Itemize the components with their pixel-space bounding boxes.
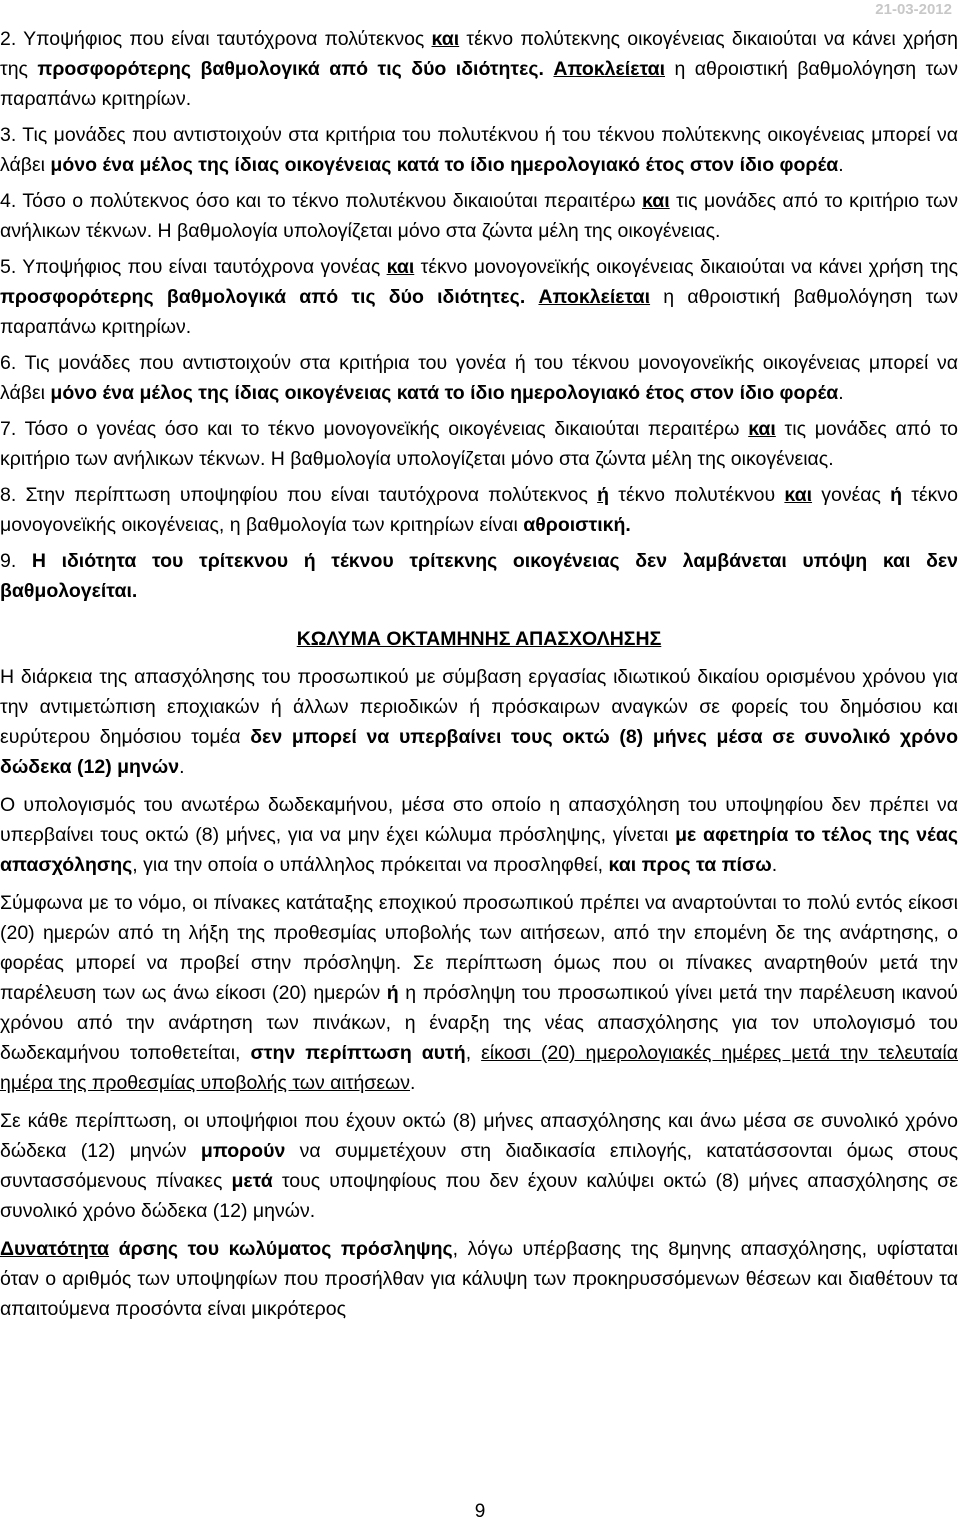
item-number: 5. bbox=[0, 256, 17, 278]
list-item-2 bbox=[0, 24, 958, 114]
page-number: 9 bbox=[474, 1501, 486, 1522]
list-item-5 bbox=[0, 252, 958, 342]
underlined-bold: και bbox=[642, 190, 670, 212]
text: Τις μονάδες που αντιστοιχούν στα κριτήρια του πολυτέκνου ή του τέκνου πολύτεκνης οικογένειας μπορεί να λάβει bbox=[0, 124, 958, 176]
bold-text: προσφορότερης βαθμολογικά από τις δύο ιδιότητες. bbox=[37, 58, 544, 80]
text: , bbox=[465, 1042, 482, 1064]
bold-text: στην περίπτωση αυτή bbox=[250, 1042, 466, 1064]
text: τέκνο πολύτεκνης οικογένειας δικαιούται να κάνει χρήση της bbox=[0, 28, 958, 80]
item-number: 6. bbox=[0, 352, 17, 374]
list-item-7 bbox=[0, 414, 958, 474]
text: η πρόσληψη του προσωπικού γίνει μετά την παρέλευση ικανού χρόνου από την ανάρτηση των πινάκων, η έναρξη της νέας απασχόλησης για τον υπολογισμό του δωδεκαμήνου τοποθετείται, bbox=[0, 982, 958, 1064]
list-item-8 bbox=[0, 480, 958, 540]
underlined-bold: και bbox=[386, 256, 415, 278]
bold-text: μόνο ένα μέλος της ίδιας οικογένειας κατά το ίδιο ημερολογιακό έτος στον ίδιο φορέα bbox=[50, 382, 839, 404]
underlined-bold: Δυνατότητα bbox=[0, 1238, 110, 1260]
paragraph-1 bbox=[0, 662, 958, 782]
list-item-6 bbox=[0, 348, 958, 408]
text: , λόγω υπέρβασης της 8μηνης απασχόλησης, υφίσταται όταν ο αριθμός των υποψηφίων που προσήλθαν για κάλυψη των προκηρυσσόμενων θέσεων και διαθέτουν τα απαιτούμενα προσόντα είναι μικρότερος bbox=[0, 1238, 958, 1320]
text bbox=[525, 286, 538, 308]
text: τους υποψηφίους που δεν έχουν καλύψει οκτώ (8) μήνες απασχόλησης σε συνολικό χρόνο δώδεκα (12) μηνών. bbox=[0, 1170, 958, 1222]
underlined-bold: ή bbox=[597, 484, 610, 506]
document-date: 21-03-2012 bbox=[875, 1, 952, 18]
text: γονέας bbox=[812, 484, 891, 506]
underlined-bold: Αποκλείεται bbox=[538, 286, 651, 308]
paragraph-3 bbox=[0, 888, 958, 1098]
item-number: 2. bbox=[0, 28, 17, 50]
bold-text: άρσης του κωλύματος πρόσληψης bbox=[109, 1238, 453, 1260]
underlined-bold: Αποκλείεται bbox=[553, 58, 666, 80]
item-number: 7. bbox=[0, 418, 17, 440]
text: τέκνο μονογονεϊκής οικογένειας, η βαθμολογία των κριτηρίων είναι bbox=[0, 484, 958, 536]
underlined-bold: και bbox=[431, 28, 460, 50]
text: Τις μονάδες που αντιστοιχούν στα κριτήρια του γονέα ή του τέκνου μονογονεϊκής οικογένειας μπορεί να λάβει bbox=[0, 352, 958, 404]
text: Στην περίπτωση υποψηφίου που είναι ταυτόχρονα πολύτεκνος bbox=[16, 484, 598, 506]
text: Ο υπολογισμός του ανωτέρω δωδεκαμήνου, μέσα στο οποίο η απασχόληση του υποψηφίου δεν πρέπει να υπερβαίνει τους οκτώ (8) μήνες, για να μην έχει κώλυμα πρόσληψης, γίνεται bbox=[0, 794, 958, 846]
paragraph-5 bbox=[0, 1234, 958, 1324]
paragraph-4 bbox=[0, 1106, 958, 1226]
bold-text: με αφετηρία το τέλος της νέας απασχόλησης bbox=[0, 824, 958, 876]
paragraph-2 bbox=[0, 790, 958, 880]
bold-text: προσφορότερης βαθμολογικά από τις δύο ιδιότητες. bbox=[0, 286, 526, 308]
item-number: 4. bbox=[0, 190, 17, 212]
bold-text: αθροιστική. bbox=[523, 514, 631, 536]
text: τέκνο πολυτέκνου bbox=[609, 484, 785, 506]
text: Υποψήφιος που είναι ταυτόχρονα πολύτεκνος bbox=[16, 28, 432, 50]
text: . bbox=[410, 1072, 416, 1094]
text: . bbox=[179, 756, 185, 778]
text: η αθροιστική βαθμολόγηση των παραπάνω κριτηρίων. bbox=[0, 58, 958, 110]
item-number: 3. bbox=[0, 124, 17, 146]
text: . bbox=[771, 854, 778, 876]
bold-text: δεν μπορεί να υπερβαίνει τους οκτώ (8) μήνες μέσα σε συνολικό χρόνο δώδεκα (12) μηνών bbox=[0, 726, 958, 778]
bold-text: μόνο ένα μέλος της ίδιας οικογένειας κατά το ίδιο ημερολογιακό έτος στον ίδιο φορέα bbox=[50, 154, 839, 176]
text: , για την οποία ο υπάλληλος πρόκειται να προσληφθεί, bbox=[132, 854, 609, 876]
document-body bbox=[0, 24, 958, 1332]
text: τις μονάδες από το κριτήριο των ανήλικων τέκνων. Η βαθμολογία υπολογίζεται μόνο στα ζώντα μέλη της οικογένειας. bbox=[0, 418, 959, 470]
text: τέκνο μονογονεϊκής οικογένειας δικαιούται να κάνει χρήση της bbox=[414, 256, 958, 278]
text: τις μονάδες από το κριτήριο των ανήλικων τέκνων. Η βαθμολογία υπολογίζεται μόνο στα ζώντα μέλη της οικογένειας. bbox=[0, 190, 958, 242]
item-number: 8. bbox=[0, 484, 17, 506]
text: να συμμετέχουν στη διαδικασία επιλογής, κατατάσσονται όμως στους συντασσόμενους πίνακες bbox=[0, 1140, 958, 1192]
bold-text: ή bbox=[890, 484, 903, 506]
bold-text: μετά bbox=[231, 1170, 273, 1192]
text bbox=[16, 550, 32, 572]
text: Σύμφωνα με το νόμο, οι πίνακες κατάταξης εποχικού προσωπικού πρέπει να αναρτούνται το πολύ εντός είκοσι (20) ημερών από τη λήξη της προθεσμίας υποβολής των αιτήσεων, από την επομένη δε της ανάρτησης, ο φορέας μπορεί να προβεί στην πρόσληψη. Σε περίπτωση όμως που οι πίνακες αναρτηθούν μετά την παρέλευση των ως άνω είκοσι (20) ημερών bbox=[0, 892, 958, 1004]
section-heading: ΚΩΛΥΜΑ ΟΚΤΑΜΗΝΗΣ ΑΠΑΣΧΟΛΗΣΗΣ bbox=[296, 628, 662, 650]
text: . bbox=[838, 382, 844, 404]
text: Υποψήφιος που είναι ταυτόχρονα γονέας bbox=[16, 256, 387, 278]
text: Η διάρκεια της απασχόλησης του προσωπικού με σύμβαση εργασίας ιδιωτικού δικαίου ορισμένου χρόνου για την αντιμετώπιση εποχιακών ή άλλων περιοδικών ή πρόσκαιρων αναγκών σε φορείς του δημόσιου και ευρύτερου δημόσιου τομέα bbox=[0, 666, 958, 748]
underlined-bold: και bbox=[748, 418, 776, 440]
bold-text: και προς τα πίσω bbox=[608, 854, 772, 876]
bold-text: μπορούν bbox=[200, 1140, 286, 1162]
list-item-9 bbox=[0, 546, 958, 606]
text: . bbox=[838, 154, 844, 176]
list-item-4 bbox=[0, 186, 958, 246]
text: η αθροιστική βαθμολόγηση των παραπάνω κριτηρίων. bbox=[0, 286, 959, 338]
text bbox=[544, 58, 553, 80]
underlined-bold: και bbox=[784, 484, 813, 506]
text: Τόσο ο γονέας όσο και το τέκνο μονογονεϊκής οικογένειας δικαιούται περαιτέρω bbox=[16, 418, 749, 440]
bold-text: ή bbox=[386, 982, 399, 1004]
bold-text: Η ιδιότητα του τρίτεκνου ή τέκνου τρίτεκνης οικογένειας δεν λαμβάνεται υπόψη και δεν βαθμολογείται. bbox=[0, 550, 958, 602]
list-item-3 bbox=[0, 120, 958, 180]
item-number: 9. bbox=[0, 550, 17, 572]
text: Σε κάθε περίπτωση, οι υποψήφιοι που έχουν οκτώ (8) μήνες απασχόλησης και άνω μέσα σε συνολικό χρόνο δώδεκα (12) μηνών bbox=[0, 1110, 958, 1162]
text: Τόσο ο πολύτεκνος όσο και το τέκνο πολυτέκνου δικαιούται περαιτέρω bbox=[16, 190, 643, 212]
underlined-text: είκοσι (20) ημερολογιακές ημέρες μετά την τελευταία ημέρα της προθεσμίας υποβολής των αιτήσεων bbox=[0, 1042, 958, 1094]
